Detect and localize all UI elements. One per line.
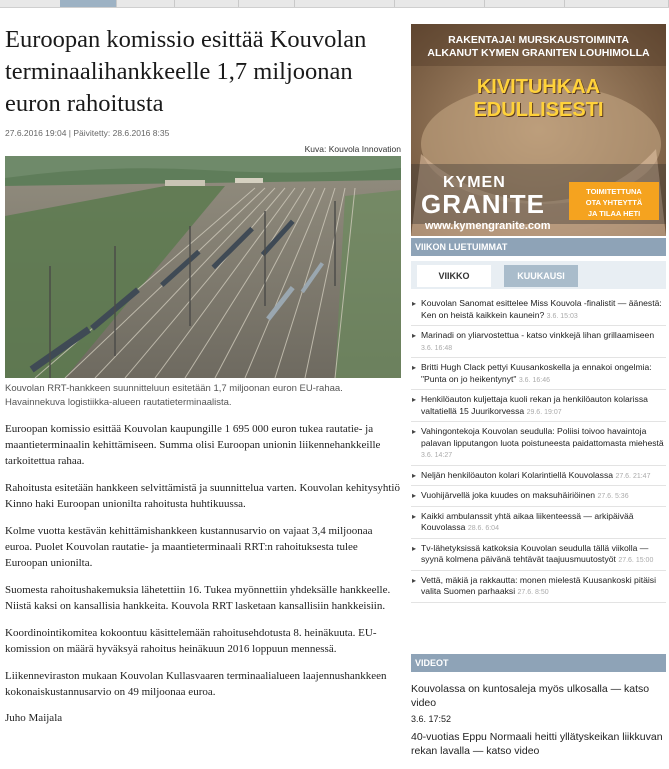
- article-photo[interactable]: [5, 156, 401, 378]
- list-item-title: Neljän henkilöauton kolari Kolarintiellä Kouvolassa: [421, 469, 614, 480]
- list-item-time: 3.6. 16:48: [421, 344, 453, 352]
- list-item-title: Henkilöauton kuljettaja kuoli rekan ja henkilöauton kolarissa valtatiellä 15 Juurikorvessa: [421, 394, 648, 416]
- list-item-title: Kaikki ambulanssit yhtä aikaa liikenteessä — arkipäivää Kouvolassa: [421, 510, 634, 532]
- nav-tab-active[interactable]: [60, 0, 117, 7]
- article-paragraph: Rahoitusta esitetään hankkeen selvittämistä ja suunnittelua varten. Kouvolan kehitysyhtiö Kinno haki Euroopan unionilta rahoitusta huhtikuussa.: [5, 482, 400, 510]
- list-item[interactable]: [411, 486, 666, 507]
- videos-header: VIDEOT: [411, 654, 666, 672]
- article-paragraph: Liikenneviraston mukaan Kouvolan Kullasvaaren terminaalialueen laajennushankkeen kokonaiskustannusarvio on 49 miljoonaa euroa.: [5, 670, 387, 698]
- tab-month[interactable]: KUUKAUSI: [504, 265, 578, 287]
- nav-tab[interactable]: [175, 0, 239, 7]
- list-item-time: 27.6. 5:36: [597, 493, 629, 500]
- list-item-title: Vahingontekoja Kouvolan seudulla: Poliisi toivoo havaintoja palavan lipputangon luota poistuneesta paidattomasta miehestä: [421, 426, 664, 448]
- ad-cta-line1: TOIMITETTUNA: [586, 187, 642, 196]
- article-paragraph: Euroopan komissio esittää Kouvolan kaupungille 1 695 000 euron tukea rautatie- ja maantieterminaalin kehittämiseen. Summa olisi Euroopan unionin liikennehankkeille tarkoitettua rahaa.: [5, 423, 381, 467]
- ad-url[interactable]: www.kymengranite.com: [425, 220, 551, 232]
- list-item[interactable]: [411, 358, 666, 390]
- list-item-title: Vettä, mäkiä ja rakkautta: monen mielestä Kuusankoski pitäisi valita Suomen parhaaksi: [421, 574, 657, 596]
- list-item-time: 28.6. 6:04: [467, 525, 499, 532]
- ad-cta-line2: OTA YHTEYTTÄ: [585, 198, 643, 207]
- ad-tagline: [411, 34, 666, 60]
- list-item-title: Marinadi on yliarvostettua - katso vinkkejä lihan grillaamiseen: [421, 330, 655, 340]
- most-read-list: [411, 294, 666, 603]
- list-item-time: 27.6. 21:47: [615, 472, 651, 480]
- photo-caption: Kouvolan RRT-hankkeen suunnitteluun esitetään 1,7 miljoonan euron EU-rahaa. Havainnekuva logistiikka-alueen rautatieterminaalista.: [5, 383, 343, 408]
- list-item-time: 3.6. 15:03: [546, 312, 578, 320]
- top-navigation: [0, 0, 669, 8]
- list-item[interactable]: [411, 326, 666, 358]
- videos-list: [411, 682, 666, 758]
- list-item[interactable]: [411, 507, 666, 539]
- ad-line2: ALKANUT KYMEN GRANITEN LOUHIMOLLA: [427, 47, 650, 59]
- railway-terminal-image: [5, 156, 401, 378]
- list-item-time: 27.6. 15:00: [618, 557, 654, 564]
- list-item-title: Britti Hugh Clack pettyi Kuusankoskella ja ennakoi ongelmia: "Punta on jo heikentynyt": [421, 362, 652, 384]
- most-read-header: VIIKON LUETUIMMAT: [411, 238, 666, 256]
- article: [5, 24, 401, 724]
- article-paragraph: Kolme vuotta kestävän kehittämishankkeen kustannusarvio on vajaat 3,4 miljoonaa euroa. Puolet Kouvolan rautatie- ja maantieterminaali RRT:n rahoituksesta tulee Euroopan unionilta.: [5, 525, 373, 569]
- list-item[interactable]: [411, 539, 666, 571]
- tab-week[interactable]: VIIKKO: [417, 265, 491, 287]
- article-paragraph: Suomesta rahoitushakemuksia lähetettiin 16. Tukea myönnettiin yhdeksälle hankkeelle. Niistä kaksi on kansallisia hankkeita. Kouvola RRT lasketaan kansallisiin hankkeisiin.: [5, 584, 391, 612]
- list-item[interactable]: [411, 571, 666, 603]
- ad-brand-top: KYMEN: [443, 174, 506, 191]
- list-item-title: Tv-lähetyksissä katkoksia Kouvolan seudulla tällä viikolla — syynä kolmena päivänä tehtävät taajuusmuutostyöt: [421, 542, 649, 564]
- ad-line1: RAKENTAJA! MURSKAUSTOIMINTA: [448, 34, 629, 46]
- list-item[interactable]: [411, 390, 666, 422]
- list-item-title: Kouvolan Sanomat esittelee Miss Kouvola -finalistit — äänestä: Ken on heistä kaikkein kaunein?: [421, 298, 662, 320]
- article-author: Juho Maijala: [5, 712, 63, 724]
- video-title[interactable]: Kouvolassa on kuntosaleja myös ulkosalla — katso video: [411, 683, 650, 709]
- most-read-tabs: [411, 261, 666, 289]
- list-item-time: 27.6. 8:50: [517, 589, 549, 596]
- nav-tab[interactable]: [295, 0, 395, 7]
- list-item[interactable]: [411, 294, 666, 326]
- nav-tab[interactable]: [117, 0, 175, 7]
- ad-cta-line3: JA TILAA HETI: [587, 209, 641, 218]
- list-item-time: 29.6. 19:07: [526, 408, 562, 416]
- list-item[interactable]: [411, 422, 666, 466]
- nav-tab[interactable]: [395, 0, 485, 7]
- ad-cta-button[interactable]: [569, 182, 659, 220]
- nav-tab[interactable]: [239, 0, 295, 7]
- advertisement-banner[interactable]: [411, 24, 666, 236]
- article-paragraph: Koordinointikomitea kokoontuu käsittelemään rahoitusehdotusta 8. heinäkuuta. EU-komission on määrä hyväksyä rahoitus heinäkuun 2016 loppuun mennessä.: [5, 627, 377, 655]
- ad-big1: KIVITUHKAA: [476, 76, 601, 98]
- list-item[interactable]: [411, 466, 666, 487]
- list-item-time: 3.6. 14:27: [421, 452, 453, 459]
- list-item-title: Vuohijärvellä joka kuudes on maksuhäiriöinen: [421, 490, 596, 500]
- ad-headline: [411, 76, 666, 122]
- ad-big2: EDULLISESTI: [473, 99, 604, 121]
- ad-brand-bottom: GRANITE: [421, 189, 545, 219]
- list-item-time: 3.6. 16:46: [518, 376, 550, 384]
- ad-logo: [421, 174, 545, 219]
- article-meta: 27.6.2016 19:04 | Päivitetty: 28.6.2016 8:35: [5, 128, 170, 138]
- video-date: 3.6. 17:52: [411, 714, 452, 724]
- nav-tab[interactable]: [485, 0, 565, 7]
- photo-credit: Kuva: Kouvola Innovation: [304, 144, 401, 154]
- video-title[interactable]: 40-vuotias Eppu Normaali heitti yllätyskeikan liikkuvan rekan lavalla — katso video: [411, 731, 663, 757]
- article-headline: Euroopan komissio esittää Kouvolan terminaalihankkeelle 1,7 miljoonan euron rahoitusta: [5, 26, 367, 117]
- nav-tab[interactable]: [565, 0, 669, 7]
